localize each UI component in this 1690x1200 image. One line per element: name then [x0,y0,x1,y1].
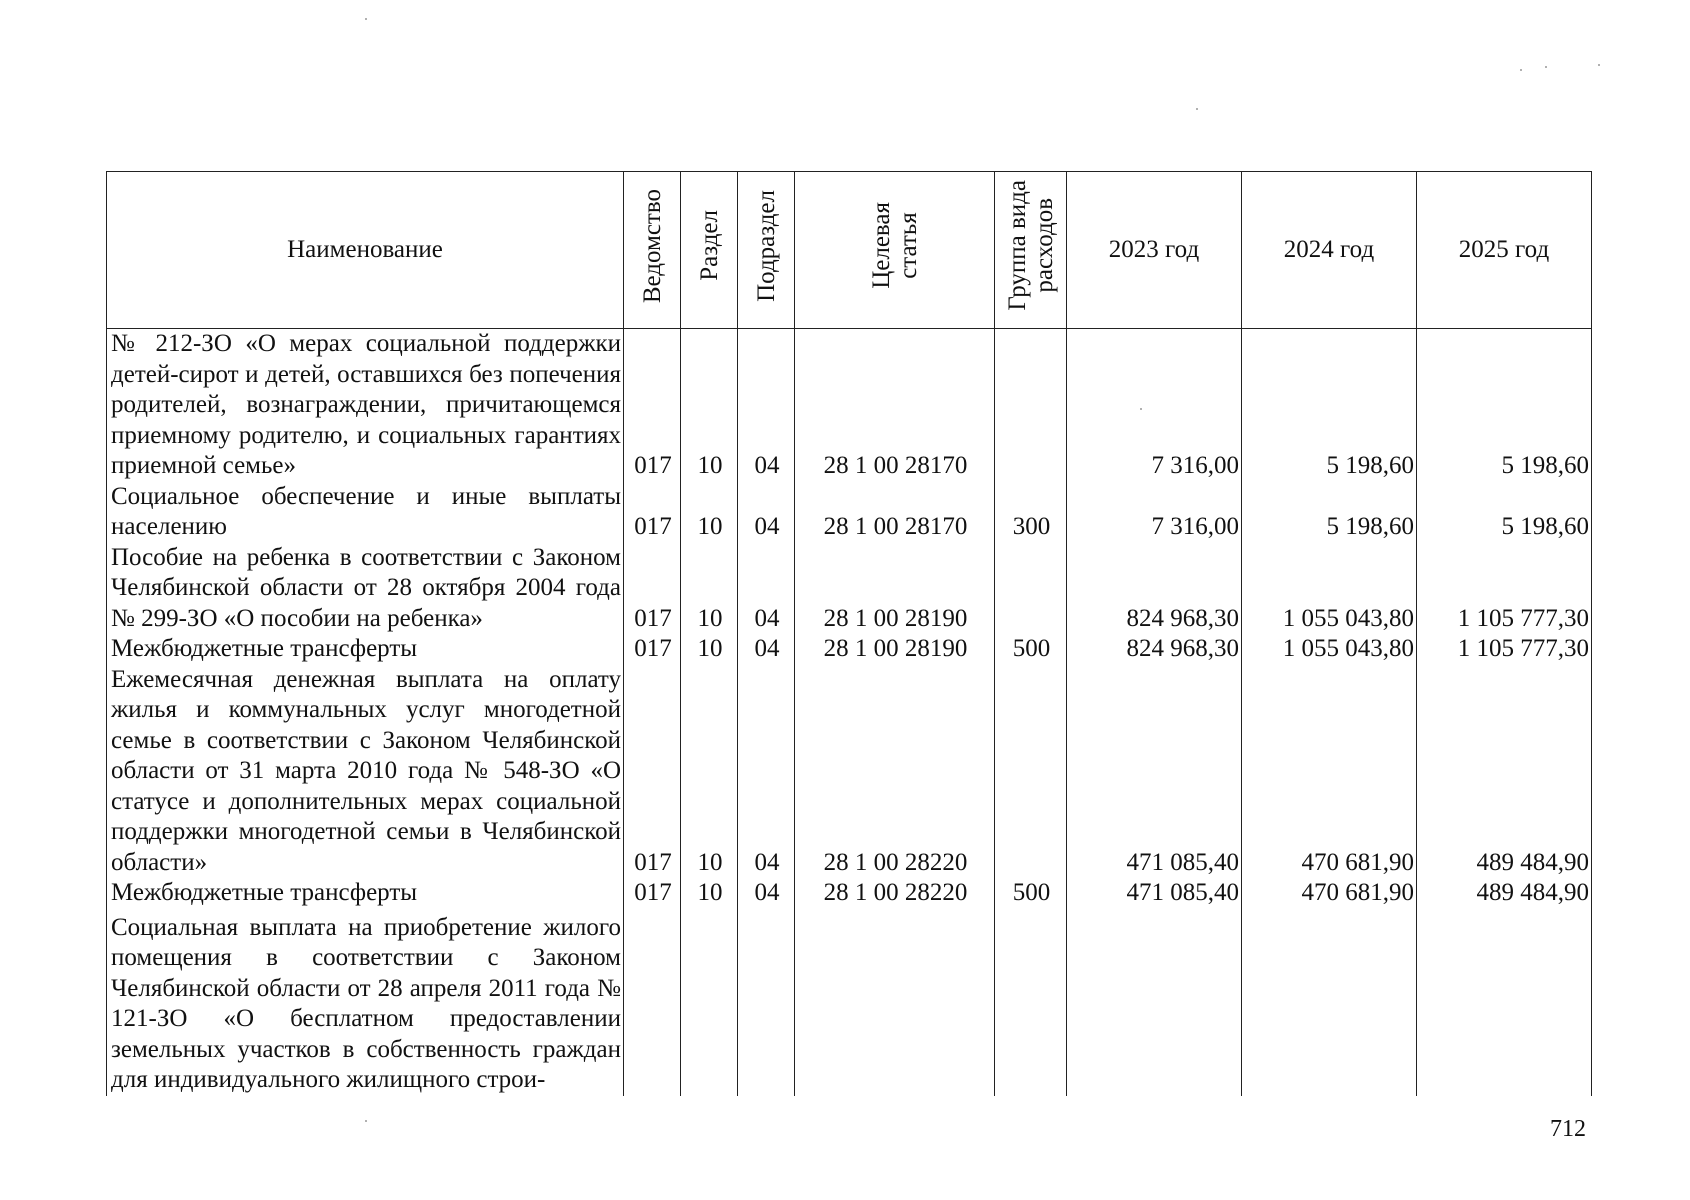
row-name: № 212-ЗО «О мерах социальной поддержки детей-сирот и детей, оставшихся без попечения родителей, вознаграждении, причитающемся приемному родителю, и социальных гарантиях приемной семье» [107,329,624,482]
empty-cell [738,909,795,1096]
row-2023: 471 085,40 [1067,878,1242,909]
row-2024: 1 055 043,80 [1242,634,1417,665]
row-celevaya-statya: 28 1 00 28170 [795,482,995,543]
empty-cell [795,909,995,1096]
row-2023: 471 085,40 [1067,665,1242,879]
row-2025: 489 484,90 [1417,878,1592,909]
row-celevaya-statya: 28 1 00 28170 [795,329,995,482]
row-2025: 489 484,90 [1417,665,1592,879]
row-razdel: 10 [681,543,738,635]
row-vedomstvo: 017 [624,482,681,543]
table-row [107,665,1592,879]
scan-speck [1545,66,1547,68]
row-gruppa: 500 [995,878,1067,909]
empty-cell [995,909,1067,1096]
empty-cell [624,909,681,1096]
page-number: 712 [1550,1116,1586,1142]
row-2025: 1 105 777,30 [1417,634,1592,665]
row-celevaya-statya: 28 1 00 28220 [795,665,995,879]
scan-speck [1520,69,1522,71]
table-body [107,329,1592,1096]
row-vedomstvo: 017 [624,543,681,635]
row-2023: 7 316,00 [1067,329,1242,482]
continued-text: Социальная выплата на приобретение жилого помещения в соответствии с Законом Челябинской области от 28 апреля 2011 года № 121-ЗО «О бесплатном предоставлении земельных участков в собственность граждан для индивидуального жилищного строи- [111,913,621,1093]
row-2023: 824 968,30 [1067,634,1242,665]
row-celevaya-statya: 28 1 00 28190 [795,634,995,665]
row-gruppa: 500 [995,634,1067,665]
empty-cell [681,909,738,1096]
table-header [107,172,1592,329]
row-name: Межбюджетные трансферты [107,634,624,665]
row-2024: 1 055 043,80 [1242,543,1417,635]
row-vedomstvo: 017 [624,634,681,665]
row-2025: 5 198,60 [1417,482,1592,543]
empty-cell [1242,909,1417,1096]
row-2023: 824 968,30 [1067,543,1242,635]
row-razdel: 10 [681,329,738,482]
row-2024: 470 681,90 [1242,878,1417,909]
row-celevaya-statya: 28 1 00 28220 [795,878,995,909]
scan-speck [1196,108,1198,110]
empty-cell [1067,909,1242,1096]
table-row [107,634,1592,665]
row-name: Ежемесячная денежная выплата на оплату жилья и коммунальных услуг многодетной семье в соответствии с Законом Челябинской области от 31 марта 2010 года № 548-ЗО «О статусе и дополнительных мерах социальной поддержки многодетной семьи в Челябинской области» [107,665,624,879]
scan-speck [365,18,367,20]
row-podrazdel: 04 [738,634,795,665]
row-vedomstvo: 017 [624,329,681,482]
row-name: Межбюджетные трансферты [107,878,624,909]
table-row-continued [107,909,1592,1096]
row-2024: 5 198,60 [1242,482,1417,543]
scan-speck [365,1120,367,1122]
budget-table [106,171,1592,1096]
row-podrazdel: 04 [738,543,795,635]
table-row [107,543,1592,635]
header-razdel: Раздел [681,172,738,329]
row-2023: 7 316,00 [1067,482,1242,543]
scan-speck [1140,408,1142,410]
row-gruppa [995,329,1067,482]
header-2023: 2023 год [1067,172,1242,329]
table-row [107,329,1592,482]
header-2025: 2025 год [1417,172,1592,329]
row-gruppa: 300 [995,482,1067,543]
row-razdel: 10 [681,878,738,909]
row-2025: 5 198,60 [1417,329,1592,482]
empty-cell [1417,909,1592,1096]
row-name-continued [107,909,624,1096]
row-podrazdel: 04 [738,878,795,909]
row-gruppa [995,543,1067,635]
table-row [107,878,1592,909]
row-podrazdel: 04 [738,482,795,543]
header-celevaya-statya: Целевая статья [795,172,995,329]
row-vedomstvo: 017 [624,878,681,909]
row-name: Пособие на ребенка в соответствии с Законом Челябинской области от 28 октября 2004 года № 299-ЗО «О пособии на ребенка» [107,543,624,635]
row-name: Социальное обеспечение и иные выплаты населению [107,482,624,543]
header-podrazdel: Подраздел [738,172,795,329]
row-2024: 5 198,60 [1242,329,1417,482]
row-razdel: 10 [681,634,738,665]
row-razdel: 10 [681,482,738,543]
row-vedomstvo: 017 [624,665,681,879]
header-gruppa-vida-rashodov: Группа вида расходов [995,172,1067,329]
table-row [107,482,1592,543]
scan-speck [1598,64,1600,66]
header-2024: 2024 год [1242,172,1417,329]
row-2025: 1 105 777,30 [1417,543,1592,635]
row-razdel: 10 [681,665,738,879]
header-vedomstvo: Ведомство [624,172,681,329]
row-podrazdel: 04 [738,665,795,879]
row-2024: 470 681,90 [1242,665,1417,879]
row-podrazdel: 04 [738,329,795,482]
header-name: Наименование [107,172,624,329]
row-celevaya-statya: 28 1 00 28190 [795,543,995,635]
row-gruppa [995,665,1067,879]
